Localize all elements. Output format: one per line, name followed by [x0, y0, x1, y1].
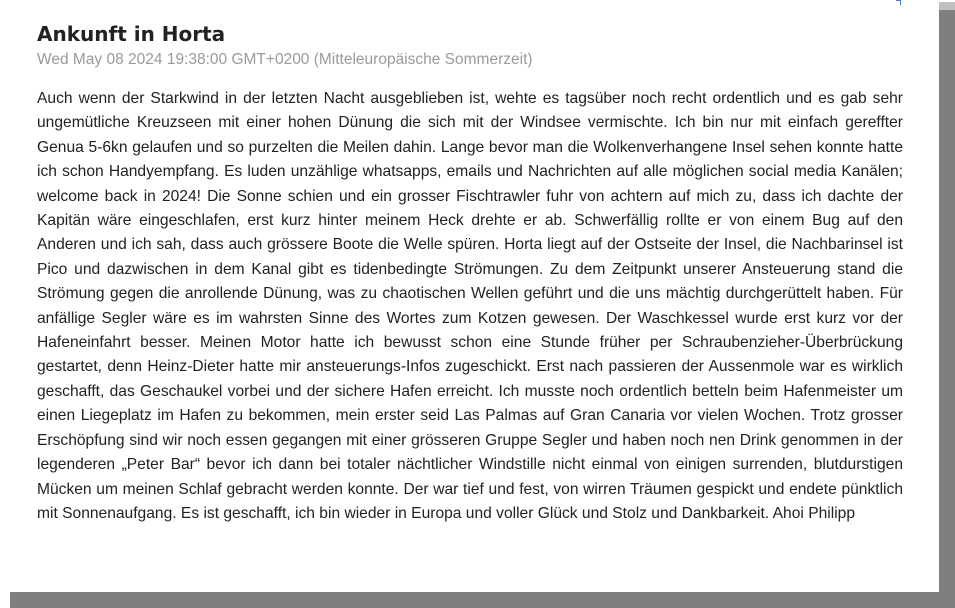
post-date: Wed May 08 2024 19:38:00 GMT+0200 (Mitteleuropäische Sommerzeit) [37, 51, 533, 68]
post-card [2, 2, 939, 592]
card-shadow-bottom [10, 592, 955, 608]
post-title: Ankunft in Horta [37, 22, 226, 46]
card-shadow-right [939, 10, 955, 608]
corner-marker [896, 0, 901, 5]
post-content [37, 20, 903, 526]
card-shadow-corner [939, 2, 955, 10]
post-body: Auch wenn der Starkwind in der letzten Nacht ausgeblieben ist, wehte es tagsüber noch recht ordentlich und es gab sehr ungemütliche Kreuzseen mit einer hohen Dünung die sich mit der Windsee vermischte. Ich bin nur mit einfach gereffter Genua 5-6kn gelaufen und so purzelten die Meilen dahin. Lange bevor man die Wolkenverhangene Insel sehen konnte hatte ich schon Handyempfang. Es luden unzählige whatsapps, emails und Nachrichten auf alle möglichen social media Kanälen; welcome back in 2024! Die Sonne schien und ein grosser Fischtrawler fuhr von achtern auf mich zu, dass ich dachte der Kapitän wäre eingeschlafen, erst kurz hinter meinem Heck drehte er ab. Schwerfällig rollte er von einem Bug auf den Anderen und ich sah, dass auch grössere Boote die Welle spüren. Horta liegt auf der Ostseite der Insel, die Nachbarinsel ist Pico und dazwischen in dem Kanal gibt es tidenbedingte Strömungen. Zu dem Zeitpunkt unserer Ansteuerung stand die Strömung gegen die anrollende Dünung, was zu chaotischen Wellen geführt und die uns mächtig durchgerüttelt haben. Für anfällige Segler wäre es im wahrsten Sinne des Wortes zum Kotzen gewesen. Der Waschkessel wurde erst kurz vor der Hafeneinfahrt besser. Meinen Motor hatte ich bewusst schon eine Stunde früher per Schraubenzieher-Überbrückung gestartet, denn Heinz-Dieter hatte mir ansteuerungs-Infos zugeschickt. Erst nach passieren der Aussenmole war es wirklich geschafft, das Geschaukel vorbei und der sichere Hafen erreicht. Ich musste noch ordentlich betteln beim Hafenmeister um einen Liegeplatz im Hafen zu bekommen, mein erster seid Las Palmas auf Gran Canaria vor vielen Wochen. Trotz grosser Erschöpfung sind wir noch essen gegangen mit einer grösseren Gruppe Segler und haben noch nen Drink genommen in der legenderen „Peter Bar“ bevor ich dann bei totaler nächtlicher Windstille nicht einmal von einigen surrenden, blutdurstigen Mücken um meinen Schlaf gebracht werden konnte. Der war tief und fest, von wirren Träumen gespickt und endete pünktlich mit Sonnenaufgang. Es ist geschafft, ich bin wieder in Europa und voller Glück und Stolz und Dankbarkeit. Ahoi Philipp [37, 90, 903, 522]
